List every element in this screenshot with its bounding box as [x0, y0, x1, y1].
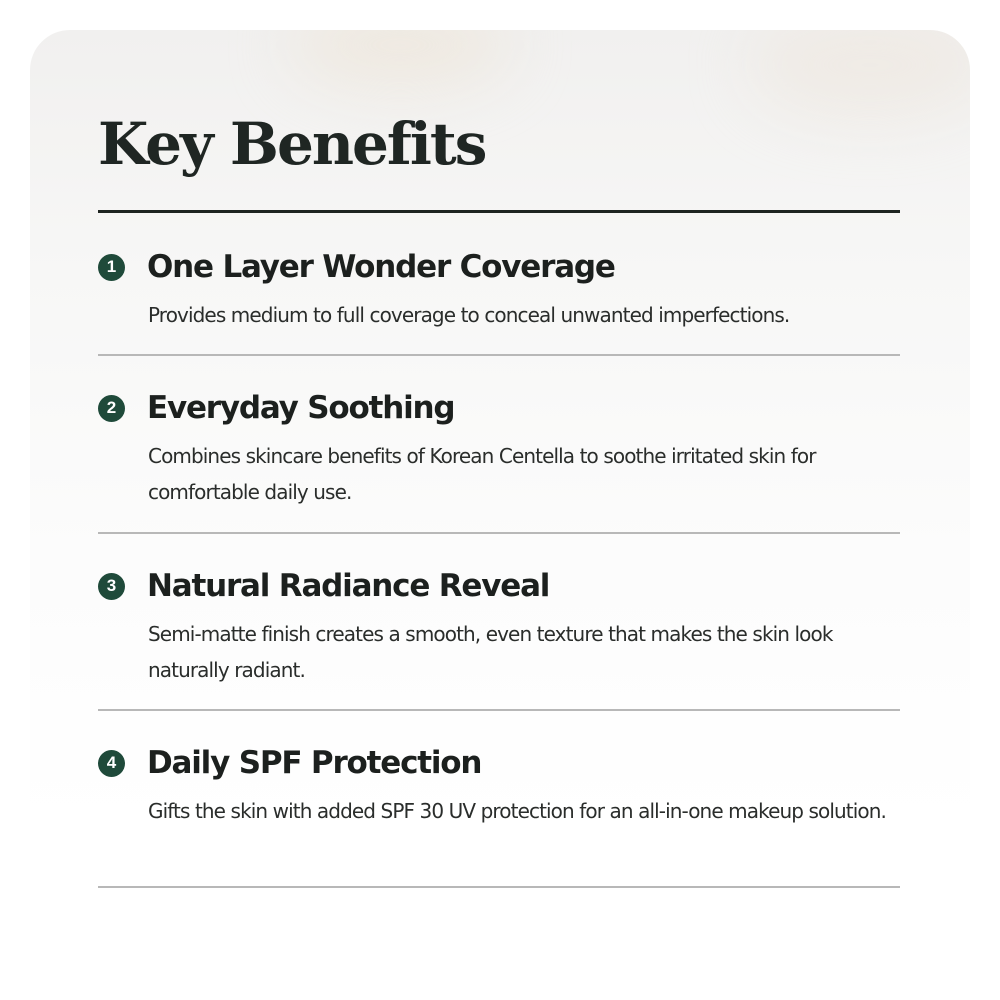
benefit-item-4	[98, 743, 900, 829]
benefit-title: Daily SPF Protection	[147, 745, 482, 781]
benefit-title: Everyday Soothing	[147, 390, 455, 426]
benefit-title: One Layer Wonder Coverage	[147, 249, 615, 285]
number-badge-icon: 2	[98, 395, 125, 422]
benefit-divider	[98, 354, 900, 356]
benefit-item-1	[98, 247, 900, 333]
benefit-divider	[98, 886, 900, 888]
benefit-item-2	[98, 388, 900, 510]
benefit-description: Semi-matte finish creates a smooth, even texture that makes the skin look naturally radiant.	[148, 622, 833, 682]
benefit-item-3	[98, 566, 900, 688]
benefit-divider	[98, 532, 900, 534]
benefit-header	[98, 743, 900, 783]
number-badge-icon: 3	[98, 573, 125, 600]
benefits-content	[98, 0, 900, 1000]
benefit-header	[98, 247, 900, 287]
benefit-description: Combines skincare benefits of Korean Centella to soothe irritated skin for comfortable daily use.	[148, 444, 816, 504]
benefit-header	[98, 566, 900, 606]
benefit-description: Gifts the skin with added SPF 30 UV protection for an all-in-one makeup solution.	[148, 799, 886, 823]
number-badge-icon: 1	[98, 254, 125, 281]
benefit-divider	[98, 709, 900, 711]
benefit-header	[98, 388, 900, 428]
page-title: Key Benefits	[98, 110, 486, 178]
benefit-description: Provides medium to full coverage to conceal unwanted imperfections.	[148, 303, 790, 327]
number-badge-icon: 4	[98, 750, 125, 777]
benefit-title: Natural Radiance Reveal	[147, 568, 550, 604]
title-divider	[98, 210, 900, 213]
